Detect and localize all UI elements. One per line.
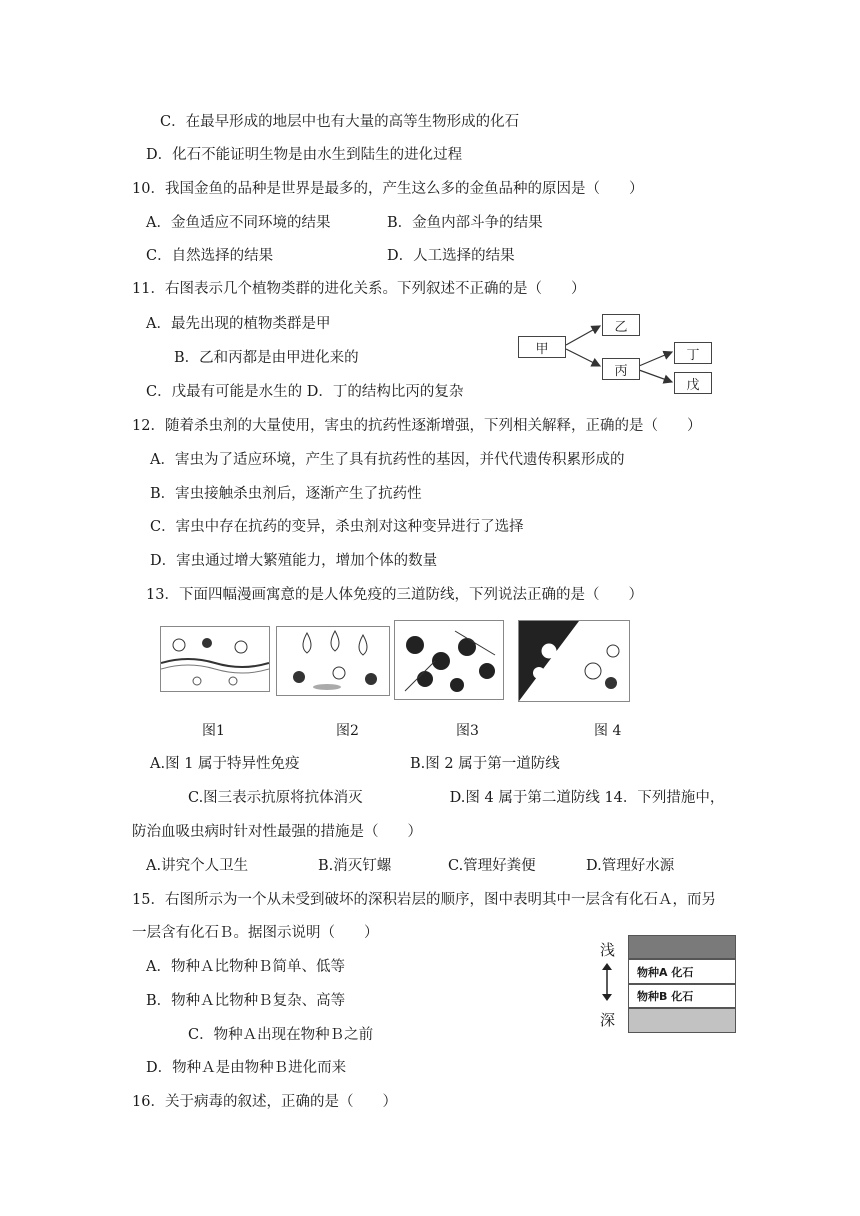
q11-option-b: B．乙和丙都是由甲进化来的 — [174, 350, 359, 366]
q14-stem-continuation: 防治血吸虫病时针对性最强的措施是（ ） — [132, 824, 422, 840]
enzyme-drops-illustration — [277, 627, 389, 695]
node-bing: 丙 — [602, 358, 640, 380]
q9-option-c: C．在最早形成的地层中也有大量的高等生物形成的化石 — [160, 114, 520, 130]
figure-2-caption: 图2 — [336, 723, 359, 739]
q16-stem: 16．关于病毒的叙述，正确的是（ ） — [132, 1094, 397, 1110]
evolution-diagram — [508, 304, 736, 398]
q15-option-d: D．物种Ａ是由物种Ｂ进化而来 — [146, 1060, 347, 1076]
q12-stem: 12．随着杀虫剂的大量使用，害虫的抗药性逐渐增强，下列相关解释，正确的是（ ） — [132, 418, 702, 434]
strata-layer-b: 物种B 化石 — [628, 984, 736, 1008]
q11-option-cd: C．戊最有可能是水生的 D．丁的结构比丙的复杂 — [146, 384, 464, 400]
q10-option-c: C．自然选择的结果 — [146, 248, 274, 264]
figure-3-caption: 图3 — [456, 723, 479, 739]
q10-stem: 10．我国金鱼的品种是世界是最多的，产生这么多的金鱼品种的原因是（ ） — [132, 181, 644, 197]
q14-option-c: C.管理好粪便 — [448, 858, 536, 874]
cartoon-figure-4 — [518, 620, 630, 702]
shallow-label: 浅 — [600, 941, 616, 959]
q11-option-a: A．最先出现的植物类群是甲 — [146, 316, 331, 332]
q9-option-d: D．化石不能证明生物是由水生到陆生的进化过程 — [146, 147, 463, 163]
q12-option-b: B．害虫接触杀虫剂后，逐渐产生了抗药性 — [150, 486, 422, 502]
strata-top-layer — [628, 935, 736, 959]
node-ding: 丁 — [674, 342, 712, 364]
q11-stem: 11．右图表示几个植物类群的进化关系。下列叙述不正确的是（ ） — [132, 281, 586, 297]
node-jia: 甲 — [518, 336, 566, 358]
figure-4-caption: 图 4 — [594, 723, 622, 739]
cartoon-figure-3 — [394, 620, 504, 700]
q13-stem: 13．下面四幅漫画寓意的是人体免疫的三道防线，下列说法正确的是（ ） — [146, 587, 643, 603]
q14-option-a: A.讲究个人卫生 — [146, 858, 249, 874]
q14-option-b: B.消灭钉螺 — [318, 858, 392, 874]
q15-option-c: C．物种Ａ出现在物种Ｂ之前 — [188, 1027, 374, 1043]
strata-layer-a: 物种A 化石 — [628, 959, 736, 984]
phagocyte-army-illustration — [395, 621, 503, 699]
q12-option-d: D．害虫通过增大繁殖能力，增加个体的数量 — [150, 553, 438, 569]
cartoon-figure-1 — [160, 626, 270, 692]
antibody-illustration — [519, 621, 629, 701]
q15-option-a: A．物种Ａ比物种Ｂ简单、低等 — [146, 959, 345, 975]
skin-barrier-illustration — [161, 627, 269, 691]
q13-option-b: B.图 2 属于第一道防线 — [410, 756, 560, 772]
q15-stem-line2: 一层含有化石Ｂ。据图示说明（ ） — [132, 925, 379, 941]
double-arrow-icon — [598, 962, 618, 1002]
q13-option-a: A.图 1 属于特异性免疫 — [150, 756, 300, 772]
deep-label: 深 — [600, 1011, 616, 1029]
q10-option-d: D．人工选择的结果 — [387, 248, 515, 264]
q14-option-d: D.管理好水源 — [586, 858, 675, 874]
q12-option-c: C．害虫中存在抗药的变异，杀虫剂对这种变异进行了选择 — [150, 519, 524, 535]
q12-option-a: A．害虫为了适应环境，产生了具有抗药性的基因，并代代遗传积累形成的 — [150, 452, 625, 468]
q15-option-b: B．物种Ａ比物种Ｂ复杂、高等 — [146, 993, 346, 1009]
strata-bottom-layer — [628, 1008, 736, 1033]
q10-option-b: B．金鱼内部斗争的结果 — [387, 215, 543, 231]
node-wu: 戊 — [674, 372, 712, 394]
figure-1-caption: 图1 — [202, 723, 225, 739]
node-yi: 乙 — [602, 314, 640, 336]
q10-option-a: A．金鱼适应不同环境的结果 — [146, 215, 331, 231]
q13-option-cd-q14-stem: C.图三表示抗原将抗体消灭 D.图 4 属于第二道防线 14．下列措施中， — [188, 790, 725, 806]
q15-stem-line1: 15．右图所示为一个从未受到破坏的深积岩层的顺序，图中表明其中一层含有化石Ａ，而另 — [132, 892, 716, 908]
cartoon-figure-2 — [276, 626, 390, 696]
